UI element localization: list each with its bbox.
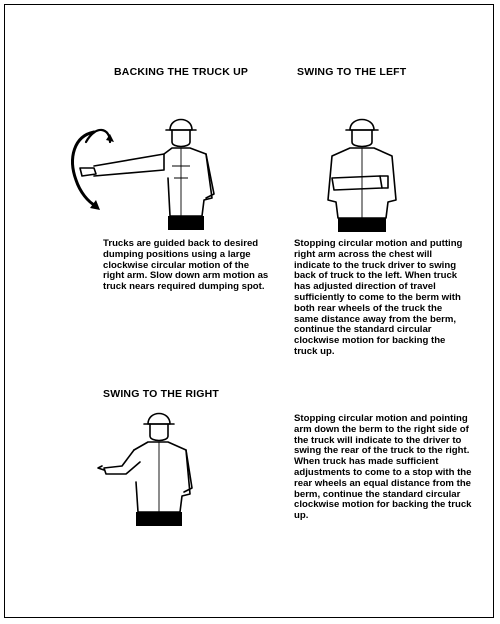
- swing-left-instructions-text: Stopping circular motion and putting right arm across the chest will indicate to the truck driver to swing back of truck to the left. When truck has adjusted direction of travel sufficiently to come to the berm with both rear wheels of the truck the same distance away from the berm, continue the standard circular clockwise motion for backing the truck up.: [294, 238, 463, 357]
- swing-left-signal-illustration: [322, 118, 402, 236]
- backing-signal-illustration: [66, 118, 226, 236]
- backing-instructions-text: Trucks are guided back to desired dumping positions using a large clockwise circular motion of the right arm. Slow down arm motion as truck nears required dumping spot.: [103, 238, 269, 293]
- swing-right-instructions-text: Stopping circular motion and pointing arm down the berm to the right side of the truck will indicate to the driver to swing the rear of the truck to the right. When truck has made sufficient adjustments to come to a stop with the rear wheels an equal distance from the berm, continue the standard circular clockwise motion for backing the truck up.: [294, 413, 472, 522]
- heading-swing-left: SWING TO THE LEFT: [297, 66, 407, 78]
- swing-right-signal-illustration: [98, 412, 198, 530]
- heading-swing-right: SWING TO THE RIGHT: [103, 388, 219, 400]
- heading-backing-truck-up: BACKING THE TRUCK UP: [114, 66, 249, 78]
